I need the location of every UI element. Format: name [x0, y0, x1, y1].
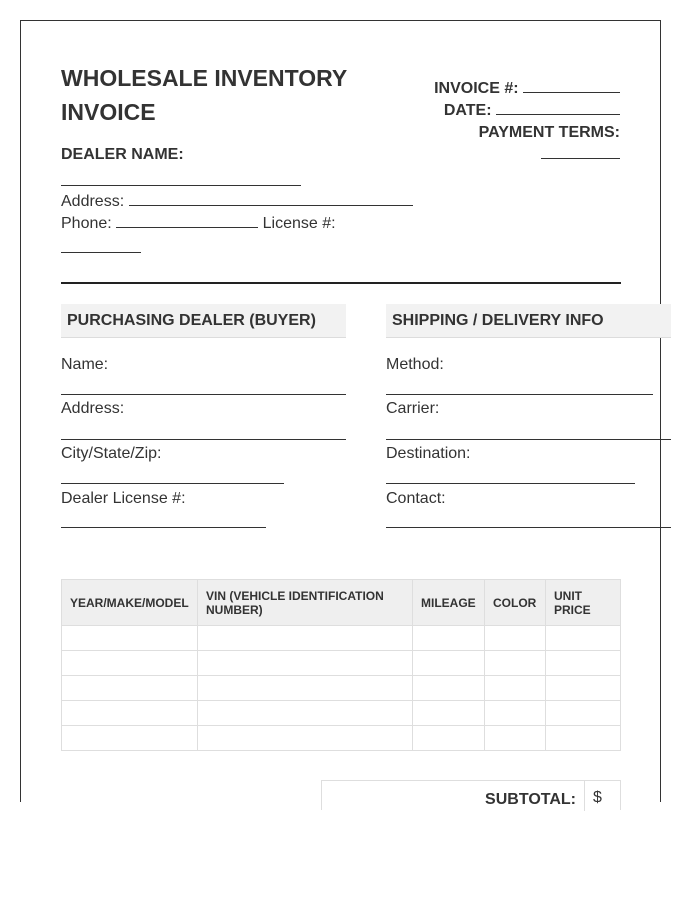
invoice-number-row — [434, 78, 620, 100]
payment-terms-label: PAYMENT TERMS: — [478, 124, 620, 141]
dealer-phone-field[interactable] — [116, 213, 258, 228]
payment-terms-row — [434, 122, 620, 144]
buyer-address-label: Address: — [61, 400, 125, 417]
table-cell[interactable] — [485, 676, 546, 701]
shipping-destination-field[interactable] — [386, 483, 635, 484]
date-label: DATE: — [443, 102, 492, 119]
table-cell[interactable] — [485, 701, 546, 726]
dealer-phone-row — [61, 213, 336, 233]
payment-terms-line-row — [434, 144, 620, 166]
dealer-address-row — [61, 191, 413, 211]
table-cell[interactable] — [198, 651, 413, 676]
date-field[interactable] — [496, 100, 620, 115]
table-cell[interactable] — [62, 726, 198, 751]
table-cell[interactable] — [198, 626, 413, 651]
table-row — [62, 626, 621, 651]
subtotal-value-cell[interactable] — [584, 781, 620, 811]
shipping-carrier-label: Carrier: — [386, 400, 440, 417]
invoice-page — [20, 20, 661, 808]
table-cell[interactable] — [485, 726, 546, 751]
table-cell[interactable] — [546, 626, 621, 651]
table-cell[interactable] — [546, 676, 621, 701]
table-cell[interactable] — [485, 626, 546, 651]
shipping-method-label: Method: — [386, 356, 444, 373]
buyer-license-label: Dealer License #: — [61, 490, 186, 507]
table-row — [62, 676, 621, 701]
table-cell[interactable] — [62, 651, 198, 676]
payment-terms-field[interactable] — [541, 144, 620, 159]
buyer-section-heading: PURCHASING DEALER (BUYER) — [61, 304, 346, 338]
buyer-name-label: Name: — [61, 356, 109, 373]
table-cell[interactable] — [198, 726, 413, 751]
buyer-license-field[interactable] — [61, 527, 266, 528]
table-cell[interactable] — [413, 726, 485, 751]
subtotal-label: SUBTOTAL: — [485, 791, 576, 808]
dealer-address-label: Address: — [61, 193, 125, 210]
invoice-meta — [434, 78, 620, 166]
table-row — [62, 651, 621, 676]
buyer-city-label: City/State/Zip: — [61, 445, 162, 462]
date-row — [434, 100, 620, 122]
buyer-city-field[interactable] — [61, 483, 284, 484]
dealer-phone-label: Phone: — [61, 215, 112, 232]
table-cell[interactable] — [198, 676, 413, 701]
col-mileage: MILEAGE — [413, 580, 485, 626]
col-color: COLOR — [485, 580, 546, 626]
table-cell[interactable] — [198, 701, 413, 726]
table-cell[interactable] — [485, 651, 546, 676]
col-unit-price: UNIT PRICE — [546, 580, 621, 626]
table-cell[interactable] — [62, 701, 198, 726]
table-cell[interactable] — [413, 626, 485, 651]
table-cell[interactable] — [62, 626, 198, 651]
shipping-contact-label: Contact: — [386, 490, 446, 507]
buyer-address-field[interactable] — [61, 439, 346, 440]
dealer-name-field[interactable] — [61, 185, 301, 186]
table-cell[interactable] — [546, 726, 621, 751]
items-table — [61, 579, 621, 751]
table-cell[interactable] — [413, 701, 485, 726]
dealer-name-label: DEALER NAME: — [61, 146, 184, 163]
shipping-method-field[interactable] — [386, 394, 653, 395]
shipping-section-heading: SHIPPING / DELIVERY INFO — [386, 304, 671, 338]
table-row — [62, 701, 621, 726]
currency-symbol: $ — [593, 789, 602, 806]
shipping-destination-label: Destination: — [386, 445, 471, 462]
section-divider — [61, 282, 621, 284]
dealer-license-label: License #: — [262, 215, 336, 232]
invoice-number-field[interactable] — [523, 78, 620, 93]
col-vin: VIN (VEHICLE IDENTIFICATION NUMBER) — [198, 580, 413, 626]
col-year-make-model: YEAR/MAKE/MODEL — [62, 580, 198, 626]
table-cell[interactable] — [546, 701, 621, 726]
dealer-license-field[interactable] — [61, 239, 141, 253]
invoice-number-label: INVOICE #: — [434, 80, 519, 97]
dealer-address-field[interactable] — [129, 191, 413, 206]
table-cell[interactable] — [413, 651, 485, 676]
subtotal-box — [321, 780, 621, 810]
invoice-title: WHOLESALE INVENTORY INVOICE — [61, 65, 347, 125]
table-cell[interactable] — [546, 651, 621, 676]
shipping-contact-field[interactable] — [386, 527, 671, 528]
buyer-name-field[interactable] — [61, 394, 346, 395]
shipping-carrier-field[interactable] — [386, 439, 671, 440]
table-row — [62, 726, 621, 751]
table-cell[interactable] — [413, 676, 485, 701]
table-header-row — [62, 580, 621, 626]
table-cell[interactable] — [62, 676, 198, 701]
